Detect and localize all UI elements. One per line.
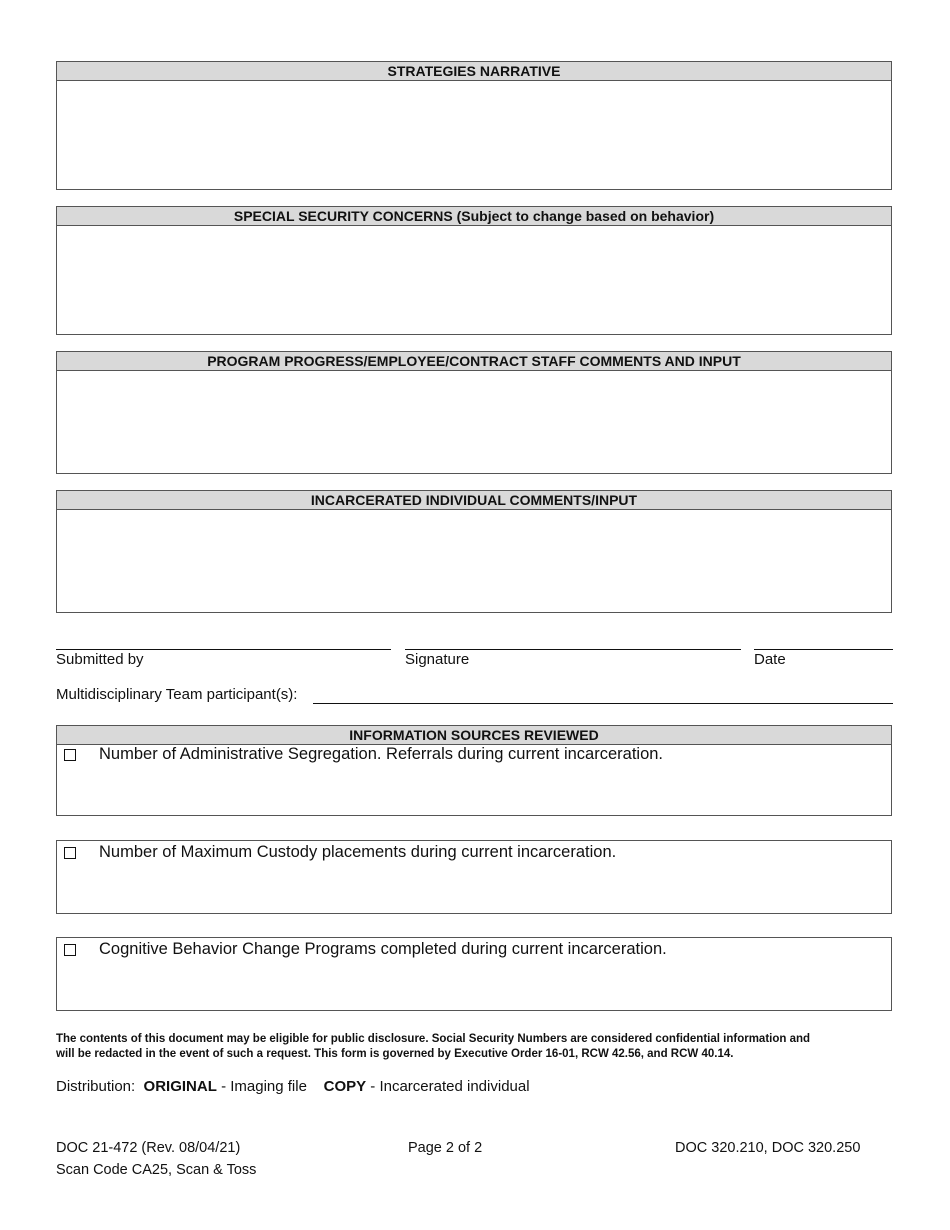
program-progress-comments-field[interactable]	[57, 371, 891, 473]
distribution-label: Distribution:	[56, 1078, 136, 1095]
date-label: Date	[754, 651, 786, 668]
distribution-copy-text: - Incarcerated individual	[370, 1078, 530, 1095]
distribution-original-label: ORIGINAL	[143, 1078, 217, 1095]
public-disclosure-notice	[56, 1032, 896, 1062]
team-participants-field[interactable]	[316, 684, 894, 704]
form-number: DOC 21-472 (Rev. 08/04/21)	[56, 1140, 241, 1156]
distribution-copy-label: COPY	[323, 1078, 367, 1095]
info-source-label: Number of Maximum Custody placements during current incarceration.	[99, 843, 617, 861]
info-source-item[interactable]	[64, 843, 616, 862]
incarcerated-individual-comments-section	[56, 490, 892, 613]
info-source-item[interactable]	[64, 940, 667, 959]
checkbox-icon[interactable]	[64, 944, 76, 956]
strategies-narrative-section	[56, 61, 892, 190]
submitted-by-label: Submitted by	[56, 651, 144, 668]
page-number: Page 2 of 2	[408, 1140, 483, 1156]
info-source-item[interactable]	[64, 745, 663, 764]
date-line[interactable]	[754, 649, 893, 650]
scan-code: Scan Code CA25, Scan & Toss	[56, 1162, 257, 1178]
section-title: INCARCERATED INDIVIDUAL COMMENTS/INPUT	[57, 491, 891, 510]
checkbox-icon[interactable]	[64, 847, 76, 859]
info-source-label: Number of Administrative Segregation. Referrals during current incarceration.	[99, 745, 664, 763]
section-title: SPECIAL SECURITY CONCERNS (Subject to change based on behavior)	[57, 207, 891, 226]
submitted-by-line[interactable]	[56, 649, 391, 650]
notice-line: will be redacted in the event of such a request. This form is governed by Executive Order 16-01, RCW 42.56, and RCW 40.14.	[56, 1048, 734, 1060]
section-title: PROGRAM PROGRESS/EMPLOYEE/CONTRACT STAFF COMMENTS AND INPUT	[57, 352, 891, 371]
distribution-line	[56, 1078, 530, 1095]
footer-left	[56, 1138, 256, 1180]
special-security-concerns-section	[56, 206, 892, 335]
information-sources-section	[56, 725, 892, 816]
policy-reference: DOC 320.210, DOC 320.250	[675, 1140, 861, 1156]
notice-line: The contents of this document may be eligible for public disclosure. Social Security Numbers are considered confidential information and	[56, 1033, 811, 1045]
distribution-original-text: - Imaging file	[221, 1078, 307, 1095]
program-progress-comments-section	[56, 351, 892, 474]
section-title: INFORMATION SOURCES REVIEWED	[57, 726, 891, 745]
signature-label: Signature	[405, 651, 470, 668]
signature-line[interactable]	[405, 649, 741, 650]
team-participants-label: Multidisciplinary Team participant(s):	[56, 686, 298, 703]
incarcerated-individual-comments-field[interactable]	[57, 510, 891, 612]
info-source-label: Cognitive Behavior Change Programs completed during current incarceration.	[99, 940, 667, 958]
strategies-narrative-field[interactable]	[57, 81, 891, 189]
checkbox-icon[interactable]	[64, 749, 76, 761]
special-security-concerns-field[interactable]	[57, 226, 891, 334]
section-title: STRATEGIES NARRATIVE	[57, 62, 891, 81]
